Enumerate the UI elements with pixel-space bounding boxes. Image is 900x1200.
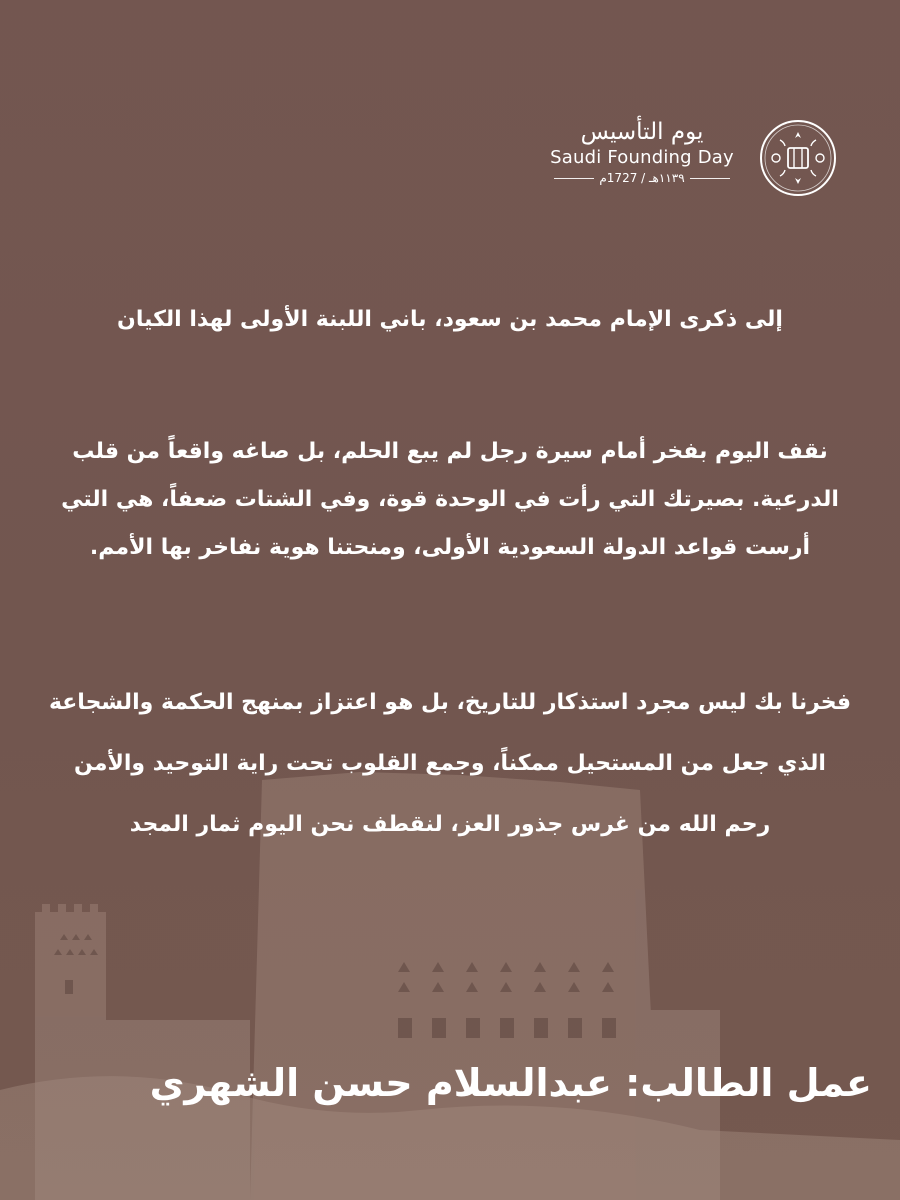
paragraph-line: الذي جعل من المستحيل ممكناً، وجمع القلوب تحت راية التوحيد والأمن [74, 751, 826, 776]
logo-dates: ١١٣٩هـ / 1727م [599, 171, 685, 185]
saudi-founding-day-logo [548, 118, 838, 208]
logo-dates-line [542, 170, 742, 186]
divider [554, 178, 594, 179]
paragraph-line: الدرعية. بصيرتك التي رأت في الوحدة قوة، وفي الشتات ضعفاً، هي التي [61, 487, 839, 512]
paragraph-line: نقف اليوم بفخر أمام سيرة رجل لم يبع الحلم، بل صاغه واقعاً من قلب [72, 439, 828, 464]
founding-day-seal-icon [758, 118, 838, 198]
paragraph-3 [40, 672, 860, 855]
paragraph-line: أرست قواعد الدولة السعودية الأولى، ومنحتنا هوية نفاخر بها الأمم. [89, 535, 811, 560]
divider [690, 178, 730, 179]
intro-line: إلى ذكرى الإمام محمد بن سعود، باني اللبنة الأولى لهذا الكيان [117, 307, 783, 332]
paragraph-2 [40, 428, 860, 572]
paragraph-line: فخرنا بك ليس مجرد استذكار للتاريخ، بل هو اعتزاز بمنهج الحكمة والشجاعة [48, 690, 852, 715]
student-credit: عمل الطالب: عبدالسلام حسن الشهري [149, 1061, 872, 1105]
logo-wordmark [542, 118, 742, 186]
logo-arabic-title: يوم التأسيس [580, 119, 704, 145]
logo-english-title: Saudi Founding Day [550, 147, 734, 168]
paragraph-line: رحم الله من غرس جذور العز، لنقطف نحن اليوم ثمار المجد [129, 812, 771, 837]
